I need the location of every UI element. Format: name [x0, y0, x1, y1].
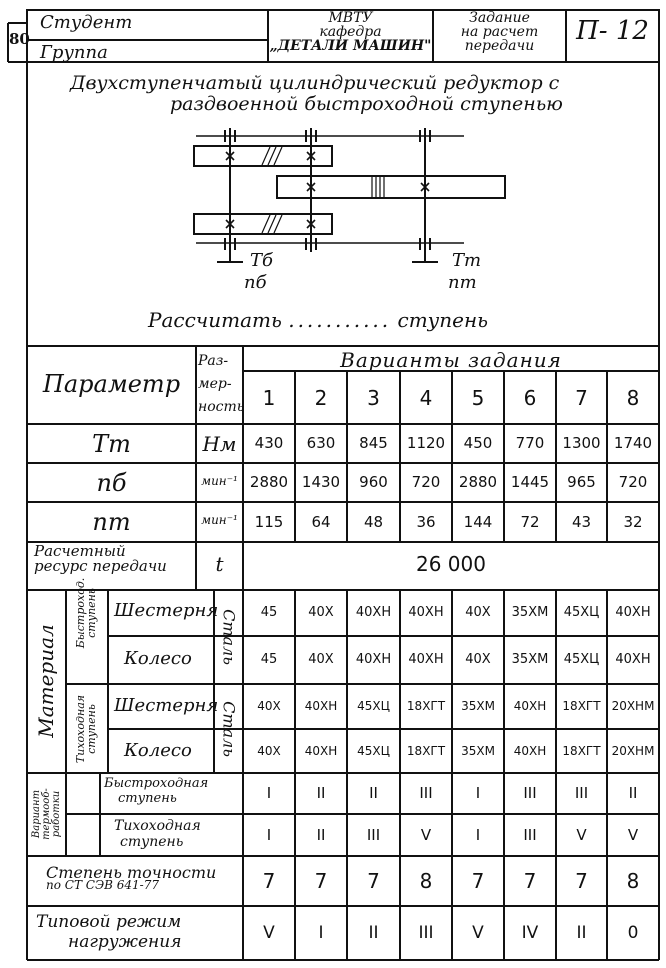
row-speed-slow-label: nт	[92, 508, 131, 536]
accuracy-line-2: по СТ СЭВ 641-77	[46, 878, 159, 892]
torque-fast-label: Tб	[250, 250, 273, 271]
org-line-1: МВТУ	[328, 10, 373, 26]
load-mode-value-1: V	[263, 923, 275, 943]
resource-line-2: ресурс передачи	[34, 557, 167, 575]
thermal-fast-value-4: III	[419, 784, 433, 802]
load-mode-line-1: Типовой режим	[36, 912, 182, 932]
slow-stage-line-1: Тихоходная	[74, 694, 87, 764]
slow-stage-line-2: ступень	[85, 704, 98, 754]
accuracy-line-1: Степень точности	[46, 863, 217, 882]
resource-label	[34, 544, 167, 574]
fast-stage-label	[75, 578, 97, 649]
thermal-slow-value-4: V	[420, 826, 432, 844]
slow-stage-label	[75, 695, 97, 763]
resource-value: 26 000	[416, 552, 486, 576]
org-block	[268, 11, 433, 53]
fast-stage-line-1: Быстроход.	[74, 577, 87, 649]
resource-line-1: Расчетный	[34, 542, 126, 560]
speed-slow-value-5: 144	[463, 513, 493, 531]
task-line-2: на расчет	[460, 24, 539, 40]
speed-fast-value-1: 2880	[249, 473, 289, 491]
task-line-3: передачи	[464, 38, 535, 54]
steel-label-slow: Сталь	[219, 701, 239, 757]
thermal-fast-value-7: III	[574, 784, 589, 802]
fast-pinion-material-5: 40X	[465, 605, 491, 620]
speed-slow-value-3: 48	[363, 513, 384, 531]
slow-pinion-material-7: 18XГТ	[562, 699, 601, 713]
thermal-label	[32, 788, 62, 840]
variant-number-4: 4	[419, 386, 433, 410]
task-line-1: Задание	[469, 10, 530, 26]
accuracy-value-1: 7	[262, 869, 276, 893]
fast-pinion-material-6: 35XM	[511, 605, 549, 620]
fast-wheel-material-5: 40X	[465, 652, 491, 667]
thermal-fast-value-5: I	[475, 784, 481, 802]
speed-fast-value-2: 1430	[301, 473, 341, 491]
slow-wheel-label: Колесо	[124, 740, 192, 761]
fast-stage-line-2: ступень	[85, 588, 98, 638]
fast-wheel-material-1: 45	[260, 652, 278, 667]
calculate-prefix: Рассчитать	[148, 308, 282, 332]
fast-wheel-material-3: 40XH	[355, 652, 392, 667]
thermal-fast-line-2: ступень	[118, 791, 177, 806]
slow-wheel-material-7: 18XГТ	[562, 744, 601, 758]
slow-wheel-material-2: 40XH	[304, 744, 338, 758]
dim-header-3: ность	[198, 399, 245, 415]
row-torque-slow-unit: Нм	[202, 432, 237, 456]
description-line-1: Двухступенчатый цилиндрический редуктор с	[70, 72, 560, 94]
load-mode-value-5: V	[472, 923, 484, 943]
torque-slow-label: Tт	[452, 250, 482, 271]
thermal-slow-value-2: II	[316, 826, 326, 844]
slow-wheel-material-3: 45XЦ	[357, 744, 390, 758]
dim-header-1: Раз-	[198, 353, 229, 369]
thermal-fast-value-3: II	[369, 784, 378, 802]
fast-wheel-material-7: 45XЦ	[563, 652, 600, 667]
task-code: П- 12	[576, 16, 649, 46]
slow-pinion-material-8: 20XHM	[611, 699, 655, 713]
student-label: Студент	[40, 12, 133, 33]
dim-header	[198, 350, 245, 419]
fast-pinion-material-7: 45XЦ	[563, 605, 600, 620]
fast-pinion-material-1: 45	[260, 605, 278, 620]
speed-fast-value-5: 2880	[458, 473, 498, 491]
slow-wheel-material-4: 18XГТ	[406, 744, 446, 758]
speed-fast-label: nб	[244, 272, 267, 293]
variant-number-1: 1	[262, 386, 276, 410]
speed-fast-value-7: 965	[567, 473, 596, 491]
torque-slow-value-4: 1120	[406, 434, 446, 452]
load-mode-line-2: нагружения	[68, 932, 182, 952]
speed-slow-value-7: 43	[571, 513, 592, 531]
variant-number-7: 7	[575, 386, 588, 410]
thermal-label-3: работки	[51, 790, 62, 838]
thermal-fast-line-1: Быстроходная	[104, 776, 209, 791]
accuracy-label	[46, 863, 217, 892]
torque-slow-value-7: 1300	[562, 434, 601, 452]
slow-pinion-material-1: 40X	[257, 699, 281, 713]
load-mode-value-8: 0	[627, 923, 639, 943]
thermal-slow-label	[104, 818, 201, 850]
speed-slow-value-4: 36	[416, 513, 436, 531]
slow-pinion-material-4: 18XГТ	[406, 699, 446, 713]
steel-label-fast: Сталь	[219, 609, 239, 665]
thermal-slow-value-1: I	[266, 826, 272, 844]
fast-wheel-material-8: 40XH	[615, 652, 651, 667]
thermal-fast-value-8: II	[628, 784, 638, 802]
speed-fast-value-6: 1445	[510, 473, 550, 491]
row-speed-fast-label: nб	[96, 469, 127, 497]
torque-slow-value-2: 630	[306, 434, 336, 452]
torque-slow-value-8: 1740	[613, 434, 653, 452]
slow-wheel-material-6: 40XH	[513, 744, 547, 758]
thermal-fast-value-6: III	[523, 784, 537, 802]
slow-wheel-material-8: 20XHM	[611, 744, 655, 758]
speed-slow-value-1: 115	[254, 513, 284, 531]
variant-number-3: 3	[367, 386, 380, 410]
gearbox-schematic	[194, 128, 505, 262]
load-mode-value-4: III	[418, 923, 434, 943]
accuracy-value-6: 7	[523, 869, 537, 893]
accuracy-value-8: 8	[626, 869, 640, 893]
accuracy-value-5: 7	[471, 869, 485, 893]
torque-slow-value-3: 845	[359, 434, 388, 452]
accuracy-value-7: 7	[575, 869, 588, 893]
dim-header-2: мер-	[198, 376, 232, 392]
load-mode-label	[36, 912, 181, 952]
thermal-slow-value-7: V	[576, 826, 587, 844]
slow-pinion-material-3: 45XЦ	[357, 699, 390, 713]
fast-wheel-material-6: 35XM	[511, 652, 549, 667]
material-label: Материал	[34, 624, 58, 738]
load-mode-value-6: IV	[521, 923, 539, 943]
org-line-2: кафедра	[319, 24, 382, 40]
row-speed-slow-unit: мин⁻¹	[201, 513, 238, 527]
speed-fast-value-3: 960	[359, 473, 388, 491]
thermal-fast-label	[104, 776, 208, 806]
fast-wheel-material-2: 40X	[308, 652, 334, 667]
calculate-line	[148, 308, 488, 332]
thermal-slow-line-1: Тихоходная	[114, 818, 201, 834]
thermal-slow-value-5: I	[475, 826, 481, 844]
accuracy-value-4: 8	[419, 869, 433, 893]
thermal-slow-line-2: ступень	[120, 834, 184, 850]
variant-number-5: 5	[471, 386, 485, 410]
row-torque-slow-label: Tт	[92, 430, 131, 458]
load-mode-value-2: I	[318, 923, 324, 943]
thermal-slow-value-8: V	[627, 826, 639, 844]
fast-pinion-material-2: 40X	[308, 605, 334, 620]
speed-slow-label: nт	[448, 272, 477, 293]
org-line-3: „ДЕТАЛИ МАШИН"	[269, 38, 432, 54]
calculate-suffix: ступень	[397, 308, 489, 332]
torque-slow-value-1: 430	[254, 434, 284, 452]
fast-pinion-material-4: 40XH	[408, 605, 444, 620]
slow-wheel-material-1: 40X	[257, 744, 281, 758]
speed-slow-value-8: 32	[623, 513, 643, 531]
slow-pinion-material-2: 40XH	[304, 699, 338, 713]
thermal-fast-value-2: II	[316, 784, 326, 802]
slow-pinion-material-5: 35XM	[461, 699, 495, 713]
fast-pinion-label: Шестерня	[114, 600, 219, 621]
fast-wheel-material-4: 40XH	[408, 652, 444, 667]
thermal-slow-value-6: III	[523, 826, 537, 844]
load-mode-value-3: II	[368, 923, 379, 943]
accuracy-value-2: 7	[314, 869, 328, 893]
accuracy-value-3: 7	[367, 869, 380, 893]
resource-unit: t	[215, 552, 224, 576]
variant-number-6: 6	[523, 386, 537, 410]
torque-slow-value-5: 450	[463, 434, 493, 452]
fast-pinion-material-3: 40XH	[355, 605, 392, 620]
variant-number-2: 2	[314, 386, 328, 410]
speed-slow-value-2: 64	[311, 513, 331, 531]
speed-fast-value-8: 720	[618, 473, 648, 491]
variant-number-8: 8	[626, 386, 640, 410]
slow-pinion-label: Шестерня	[114, 695, 219, 716]
variants-header: Варианты задания	[340, 348, 562, 372]
slow-wheel-material-5: 35XM	[461, 744, 495, 758]
torque-slow-value-6: 770	[515, 434, 545, 452]
param-header: Параметр	[42, 370, 181, 398]
load-mode-value-7: II	[576, 923, 587, 943]
thermal-label-2: термооб-	[41, 788, 52, 840]
group-label: Группа	[40, 42, 108, 63]
thermal-fast-value-1: I	[266, 784, 272, 802]
page-number: 80	[9, 30, 30, 48]
fast-pinion-material-8: 40XH	[615, 605, 651, 620]
row-speed-fast-unit: мин⁻¹	[201, 474, 238, 488]
thermal-slow-value-3: III	[366, 826, 381, 844]
fast-wheel-label: Колесо	[124, 648, 192, 669]
thermal-label-1: Вариант	[31, 789, 42, 839]
calculate-dots: ...........	[288, 308, 392, 332]
speed-fast-value-4: 720	[411, 473, 441, 491]
description-line-2: раздвоенной быстроходной ступенью	[170, 93, 563, 115]
speed-slow-value-6: 72	[520, 513, 540, 531]
slow-pinion-material-6: 40XH	[513, 699, 547, 713]
task-type-block	[433, 11, 566, 53]
